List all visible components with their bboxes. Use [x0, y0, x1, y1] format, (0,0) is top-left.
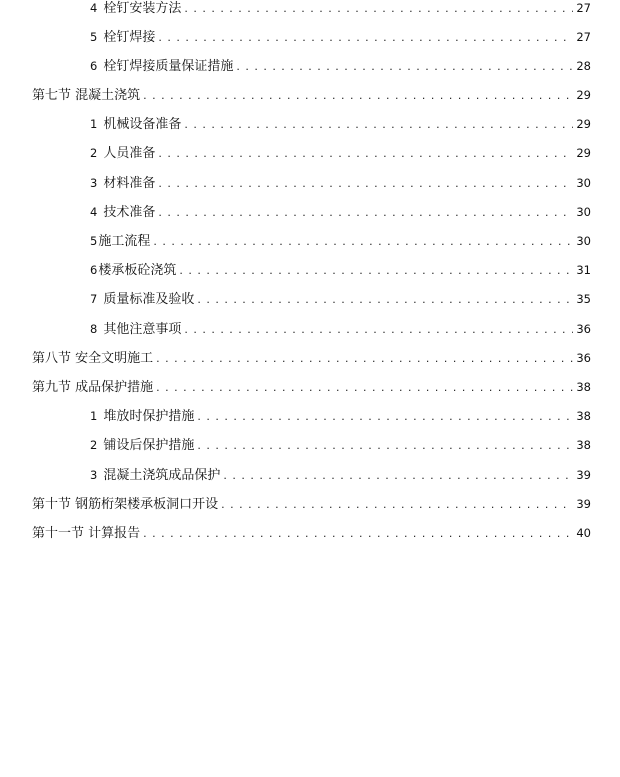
- dot-leader: [184, 115, 573, 135]
- toc-page-number: 40: [576, 526, 591, 540]
- dot-leader: [143, 86, 573, 106]
- toc-row: [0, 348, 620, 368]
- dot-leader: [197, 407, 573, 427]
- dot-leader: [221, 495, 573, 515]
- toc-entry[interactable]: [90, 143, 591, 163]
- toc-page-number: 30: [576, 205, 591, 219]
- toc-item-number: 3: [90, 468, 98, 482]
- toc-entry[interactable]: [90, 202, 591, 222]
- toc-item-number: 6: [90, 263, 98, 277]
- dot-leader: [158, 144, 573, 164]
- toc-row: [0, 143, 620, 163]
- toc-row: [0, 0, 620, 18]
- dot-leader: [156, 378, 573, 398]
- toc-page-number: 39: [576, 468, 591, 482]
- toc-item-title: 铺设后保护措施: [103, 438, 195, 453]
- dot-leader: [197, 290, 573, 310]
- toc-page-number: 39: [576, 497, 591, 511]
- toc-entry[interactable]: [32, 494, 591, 514]
- dot-leader: [153, 232, 573, 252]
- toc-item-number: 5: [90, 234, 98, 248]
- toc-entry[interactable]: [90, 260, 591, 280]
- toc-section-title: 第八节 安全文明施工: [32, 351, 154, 366]
- toc-row: [0, 465, 620, 485]
- toc-page-number: 38: [576, 380, 591, 394]
- dot-leader: [179, 261, 573, 281]
- toc-item-title: 楼承板砼浇筑: [98, 263, 177, 278]
- dot-leader: [158, 28, 573, 48]
- toc-item-number: 3: [90, 176, 98, 190]
- toc-item-number: 1: [90, 117, 98, 131]
- toc-section-title: 第十节 钢筋桁架楼承板洞口开设: [32, 497, 219, 512]
- toc-item-number: 7: [90, 292, 98, 306]
- toc-row: [0, 289, 620, 309]
- toc-row: [0, 494, 620, 514]
- dot-leader: [184, 320, 573, 340]
- toc-row: [0, 202, 620, 222]
- toc-entry[interactable]: [32, 348, 591, 368]
- toc-item-title: 技术准备: [103, 205, 156, 220]
- dot-leader: [158, 174, 573, 194]
- toc-page-number: 38: [576, 409, 591, 423]
- dot-leader: [223, 466, 573, 486]
- dot-leader: [236, 57, 573, 77]
- toc-page-number: 29: [576, 117, 591, 131]
- toc-row: [0, 231, 620, 251]
- toc-entry[interactable]: [90, 0, 591, 18]
- toc-row: [0, 377, 620, 397]
- toc-section-title: 第七节 混凝土浇筑: [32, 88, 141, 103]
- toc-item-title: 人员准备: [103, 146, 156, 161]
- toc-entry[interactable]: [90, 231, 591, 251]
- toc-item-number: 5: [90, 30, 98, 44]
- toc-item-number: 1: [90, 409, 98, 423]
- toc-entry[interactable]: [32, 377, 591, 397]
- dot-leader: [156, 349, 573, 369]
- toc-row: [0, 27, 620, 47]
- toc-page-number: 38: [576, 438, 591, 452]
- toc-entry[interactable]: [90, 27, 591, 47]
- toc-page-number: 29: [576, 88, 591, 102]
- toc-item-title: 机械设备准备: [103, 117, 182, 132]
- toc-page-number: 36: [576, 351, 591, 365]
- dot-leader: [143, 524, 573, 544]
- toc-item-title: 堆放时保护措施: [103, 409, 195, 424]
- toc-item-title: 栓钉安装方法: [103, 1, 182, 16]
- toc-entry[interactable]: [32, 523, 591, 543]
- dot-leader: [197, 436, 573, 456]
- toc-row: [0, 85, 620, 105]
- toc-item-title: 栓钉焊接质量保证措施: [103, 59, 234, 74]
- toc-item-title: 材料准备: [103, 176, 156, 191]
- toc-entry[interactable]: [90, 319, 591, 339]
- toc-page-number: 36: [576, 322, 591, 336]
- toc-entry[interactable]: [32, 85, 591, 105]
- toc-row: [0, 173, 620, 193]
- toc-page-number: 29: [576, 146, 591, 160]
- toc-item-number: 4: [90, 205, 98, 219]
- toc-page-number: 31: [576, 263, 591, 277]
- toc-page-number: 27: [576, 30, 591, 44]
- toc-page-number: 27: [576, 1, 591, 15]
- toc-row: [0, 56, 620, 76]
- toc-page-number: 28: [576, 59, 591, 73]
- toc-page-number: 35: [576, 292, 591, 306]
- toc-entry[interactable]: [90, 435, 591, 455]
- toc-item-title: 其他注意事项: [103, 322, 182, 337]
- toc-entry[interactable]: [90, 406, 591, 426]
- toc-item-title: 混凝土浇筑成品保护: [103, 468, 221, 483]
- toc-item-number: 2: [90, 438, 98, 452]
- toc-page-number: 30: [576, 234, 591, 248]
- toc-row: [0, 260, 620, 280]
- toc-item-number: 2: [90, 146, 98, 160]
- toc-page-number: 30: [576, 176, 591, 190]
- toc-entry[interactable]: [90, 114, 591, 134]
- toc-row: [0, 114, 620, 134]
- toc-row: [0, 319, 620, 339]
- toc-row: [0, 406, 620, 426]
- toc-item-number: 6: [90, 59, 98, 73]
- toc-section-title: 第九节 成品保护措施: [32, 380, 154, 395]
- toc-row: [0, 435, 620, 455]
- dot-leader: [184, 0, 573, 19]
- toc-row: [0, 523, 620, 543]
- toc-entry[interactable]: [90, 56, 591, 76]
- toc-entry[interactable]: [90, 173, 591, 193]
- toc-item-number: 8: [90, 322, 98, 336]
- toc-item-number: 4: [90, 1, 98, 15]
- toc-item-title: 质量标准及验收: [103, 292, 195, 307]
- toc-item-title: 栓钉焊接: [103, 30, 156, 45]
- dot-leader: [158, 203, 573, 223]
- toc-entry[interactable]: [90, 465, 591, 485]
- toc-section-title: 第十一节 计算报告: [32, 526, 141, 541]
- toc-entry[interactable]: [90, 289, 591, 309]
- toc-item-title: 施工流程: [98, 234, 151, 249]
